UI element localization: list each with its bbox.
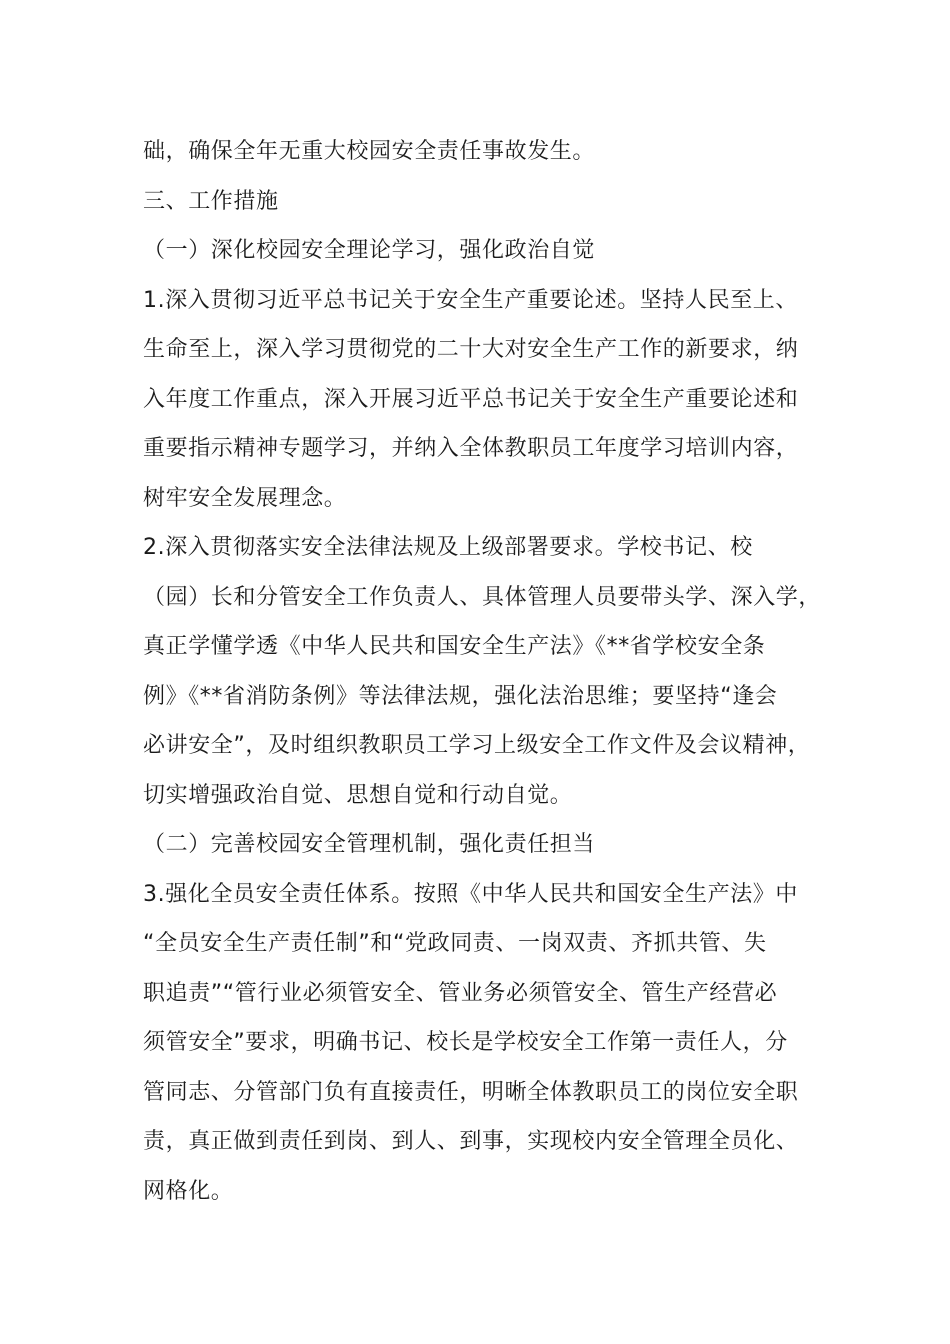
subsection-heading: （二）完善校园安全管理机制，强化责任担当 (143, 832, 596, 857)
paragraph-line: “全员安全生产责任制”和“党政同责、一岗双责、齐抓共管、失 (143, 931, 767, 956)
paragraph-line: 真正学懂学透《中华人民共和国安全生产法》《**省学校安全条 (143, 634, 766, 659)
paragraph-line: 3.强化全员安全责任体系。按照《中华人民共和国安全生产法》中 (143, 881, 798, 907)
paragraph-line: 管同志、分管部门负有直接责任，明晰全体教职员工的岗位安全职 (143, 1079, 799, 1105)
document-body (143, 127, 843, 1216)
paragraph-line: 职追责”“管行业必须管安全、管业务必须管安全、管生产经营必 (143, 980, 778, 1006)
paragraph-line: 础，确保全年无重大校园安全责任事故发生。 (143, 139, 596, 164)
paragraph-line: 1.深入贯彻习近平总书记关于安全生产重要论述。坚持人民至上、 (143, 287, 798, 313)
paragraph-line: 责，真正做到责任到岗、到人、到事，实现校内安全管理全员化、 (143, 1129, 799, 1154)
paragraph-line: 2.深入贯彻落实安全法律法规及上级部署要求。学校书记、校 (143, 535, 753, 560)
paragraph-line: 网格化。 (143, 1178, 234, 1204)
paragraph-line: 重要指示精神专题学习，并纳入全体教职员工年度学习培训内容， (143, 436, 799, 461)
section-heading: 三、工作措施 (143, 188, 279, 214)
paragraph-line: 入年度工作重点，深入开展习近平总书记关于安全生产重要论述和 (143, 386, 799, 412)
subsection-heading: （一）深化校园安全理论学习，强化政治自觉 (143, 238, 596, 263)
paragraph-line: 必讲安全”，及时组织教职员工学习上级安全工作文件及会议精神， (143, 733, 811, 758)
paragraph-line: （园）长和分管安全工作负责人、具体管理人员要带头学、深入学， (143, 584, 822, 610)
paragraph-line: 树牢安全发展理念。 (143, 485, 347, 511)
paragraph-line: 生命至上，深入学习贯彻党的二十大对安全生产工作的新要求，纳 (143, 337, 799, 362)
paragraph-line: 须管安全”要求，明确书记、校长是学校安全工作第一责任人，分 (143, 1030, 788, 1055)
paragraph-line: 切实增强政治自觉、思想自觉和行动自觉。 (143, 782, 573, 808)
paragraph-line: 例》《**省消防条例》等法律法规，强化法治思维；要坚持“逢会 (143, 683, 778, 709)
